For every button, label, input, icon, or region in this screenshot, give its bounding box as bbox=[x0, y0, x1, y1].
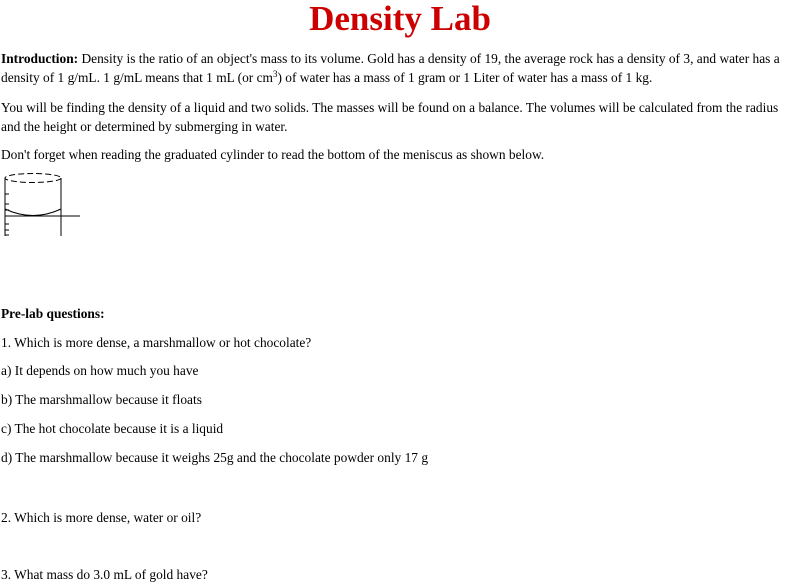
intro-label: Introduction: bbox=[1, 51, 79, 66]
meniscus-paragraph: Don't forget when reading the graduated cylinder to read the bottom of the meniscus as shown below. bbox=[1, 147, 545, 162]
q1-option-d: d) The marshmallow because it weighs 25g and the chocolate powder only 17 g bbox=[1, 450, 429, 465]
prelab-heading: Pre-lab questions: bbox=[1, 306, 105, 321]
q1-option-c: c) The hot chocolate because it is a liquid bbox=[1, 421, 224, 436]
graduated-cylinder-meniscus-icon bbox=[0, 168, 84, 244]
q1-option-b: b) The marshmallow because it floats bbox=[1, 392, 202, 407]
page-title: Density Lab bbox=[309, 0, 491, 38]
intro-paragraph bbox=[1, 49, 799, 87]
intro-text: Density is the ratio of an object's mass to its volume. Gold has a density of 19, the average rock has a density of 3, and water has a density of 1 g/mL. 1 g/mL means that 1 mL (or cm bbox=[1, 51, 780, 85]
question-1: 1. Which is more dense, a marshmallow or hot chocolate? bbox=[1, 335, 312, 350]
question-2: 2. Which is more dense, water or oil? bbox=[1, 510, 202, 525]
intro-text-end: ) of water has a mass of 1 gram or 1 Liter of water has a mass of 1 kg. bbox=[277, 70, 653, 85]
finding-paragraph: You will be finding the density of a liquid and two solids. The masses will be found on a balance. The volumes will be calculated from the radius and the height or determined by submerging in water. bbox=[1, 100, 779, 134]
question-3: 3. What mass do 3.0 mL of gold have? bbox=[1, 567, 208, 582]
q1-option-a: a) It depends on how much you have bbox=[1, 363, 199, 378]
cubic-superscript: 3 bbox=[272, 69, 278, 79]
